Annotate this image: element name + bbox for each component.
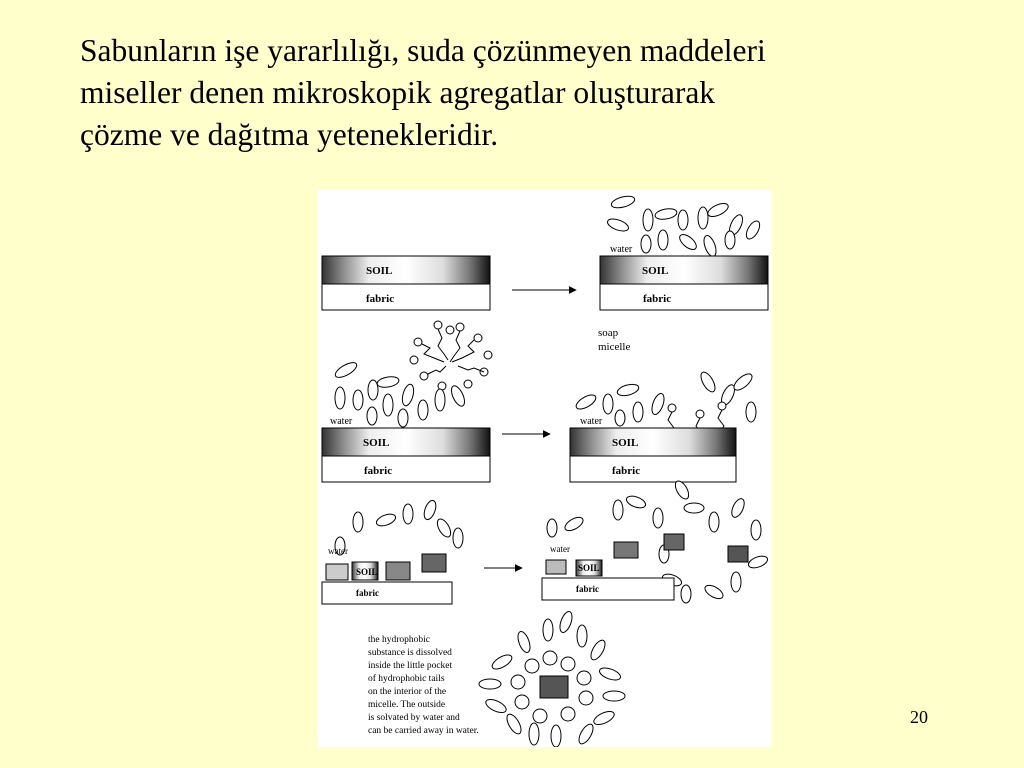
panel-soap-attach <box>570 370 756 482</box>
soil-particles <box>546 534 748 576</box>
fabric-layer <box>570 456 736 482</box>
dissolved-soil <box>540 676 568 698</box>
soil-label: SOIL <box>363 437 390 449</box>
panel-micelle-approach <box>322 321 492 482</box>
fabric-label: fabric <box>576 584 599 594</box>
soil-label: SOIL <box>612 437 639 449</box>
panel-soil-water <box>600 194 768 310</box>
fabric-layer <box>322 284 490 310</box>
water-label: water <box>580 416 603 427</box>
caption-line-5: on the interior of the <box>368 687 447 697</box>
slide-body-text <box>80 30 980 156</box>
caption-line-8: can be carried away in water. <box>368 726 479 736</box>
text-line-1: Sabunların işe yararlılığı, suda çözünmeyen maddeleri <box>80 33 766 68</box>
caption-line-4: of hydrophobic tails <box>368 674 445 684</box>
soil-label: SOIL <box>642 265 669 277</box>
text-line-3: çözme ve dağıtma yetenekleridir. <box>80 117 499 152</box>
soil-layer <box>322 428 490 456</box>
soil-layer <box>570 428 736 456</box>
page-number: 20 <box>910 707 928 727</box>
fabric-label: fabric <box>366 293 395 305</box>
caption-line-3: inside the little pocket <box>368 661 453 671</box>
soil-layer <box>322 256 490 284</box>
fabric-label: fabric <box>612 465 641 477</box>
water-label: water <box>328 546 348 556</box>
fabric-label: fabric <box>356 588 379 598</box>
fabric-layer <box>322 456 490 482</box>
soil-particles <box>326 554 446 580</box>
caption-line-2: substance is dissolved <box>368 648 452 658</box>
fabric-layer <box>322 582 452 604</box>
caption-line-1: the hydrophobic <box>368 635 431 645</box>
panel-soil-on-fabric <box>322 256 490 310</box>
water-label: water <box>610 244 633 255</box>
soil-label: SOIL <box>578 563 600 573</box>
caption <box>368 635 479 736</box>
fabric-layer <box>600 284 768 310</box>
water-molecules <box>335 499 463 555</box>
water-label: water <box>330 416 353 427</box>
caption-line-7: is solvated by water and <box>368 713 460 723</box>
water-label: water <box>550 544 570 554</box>
caption-line-6: micelle. The outside <box>368 700 446 710</box>
panel-soil-lifting <box>322 499 463 604</box>
soil-label: SOIL <box>356 567 378 577</box>
water-molecules <box>333 360 467 427</box>
soap-action-diagram <box>318 190 772 747</box>
panel-soil-removed <box>542 479 769 603</box>
fabric-layer <box>542 578 674 600</box>
soil-label: SOIL <box>366 265 393 277</box>
fabric-label: fabric <box>643 293 672 305</box>
soap-micelle <box>410 321 492 390</box>
soil-layer <box>600 256 768 284</box>
fabric-label: fabric <box>364 465 393 477</box>
panel-micelle-cross-section <box>479 610 625 747</box>
micelle-label-line2: micelle <box>598 341 631 353</box>
text-line-2: miseller denen mikroskopik agregatlar oluşturarak <box>80 75 716 110</box>
micelle-label-line1: soap <box>598 327 619 339</box>
